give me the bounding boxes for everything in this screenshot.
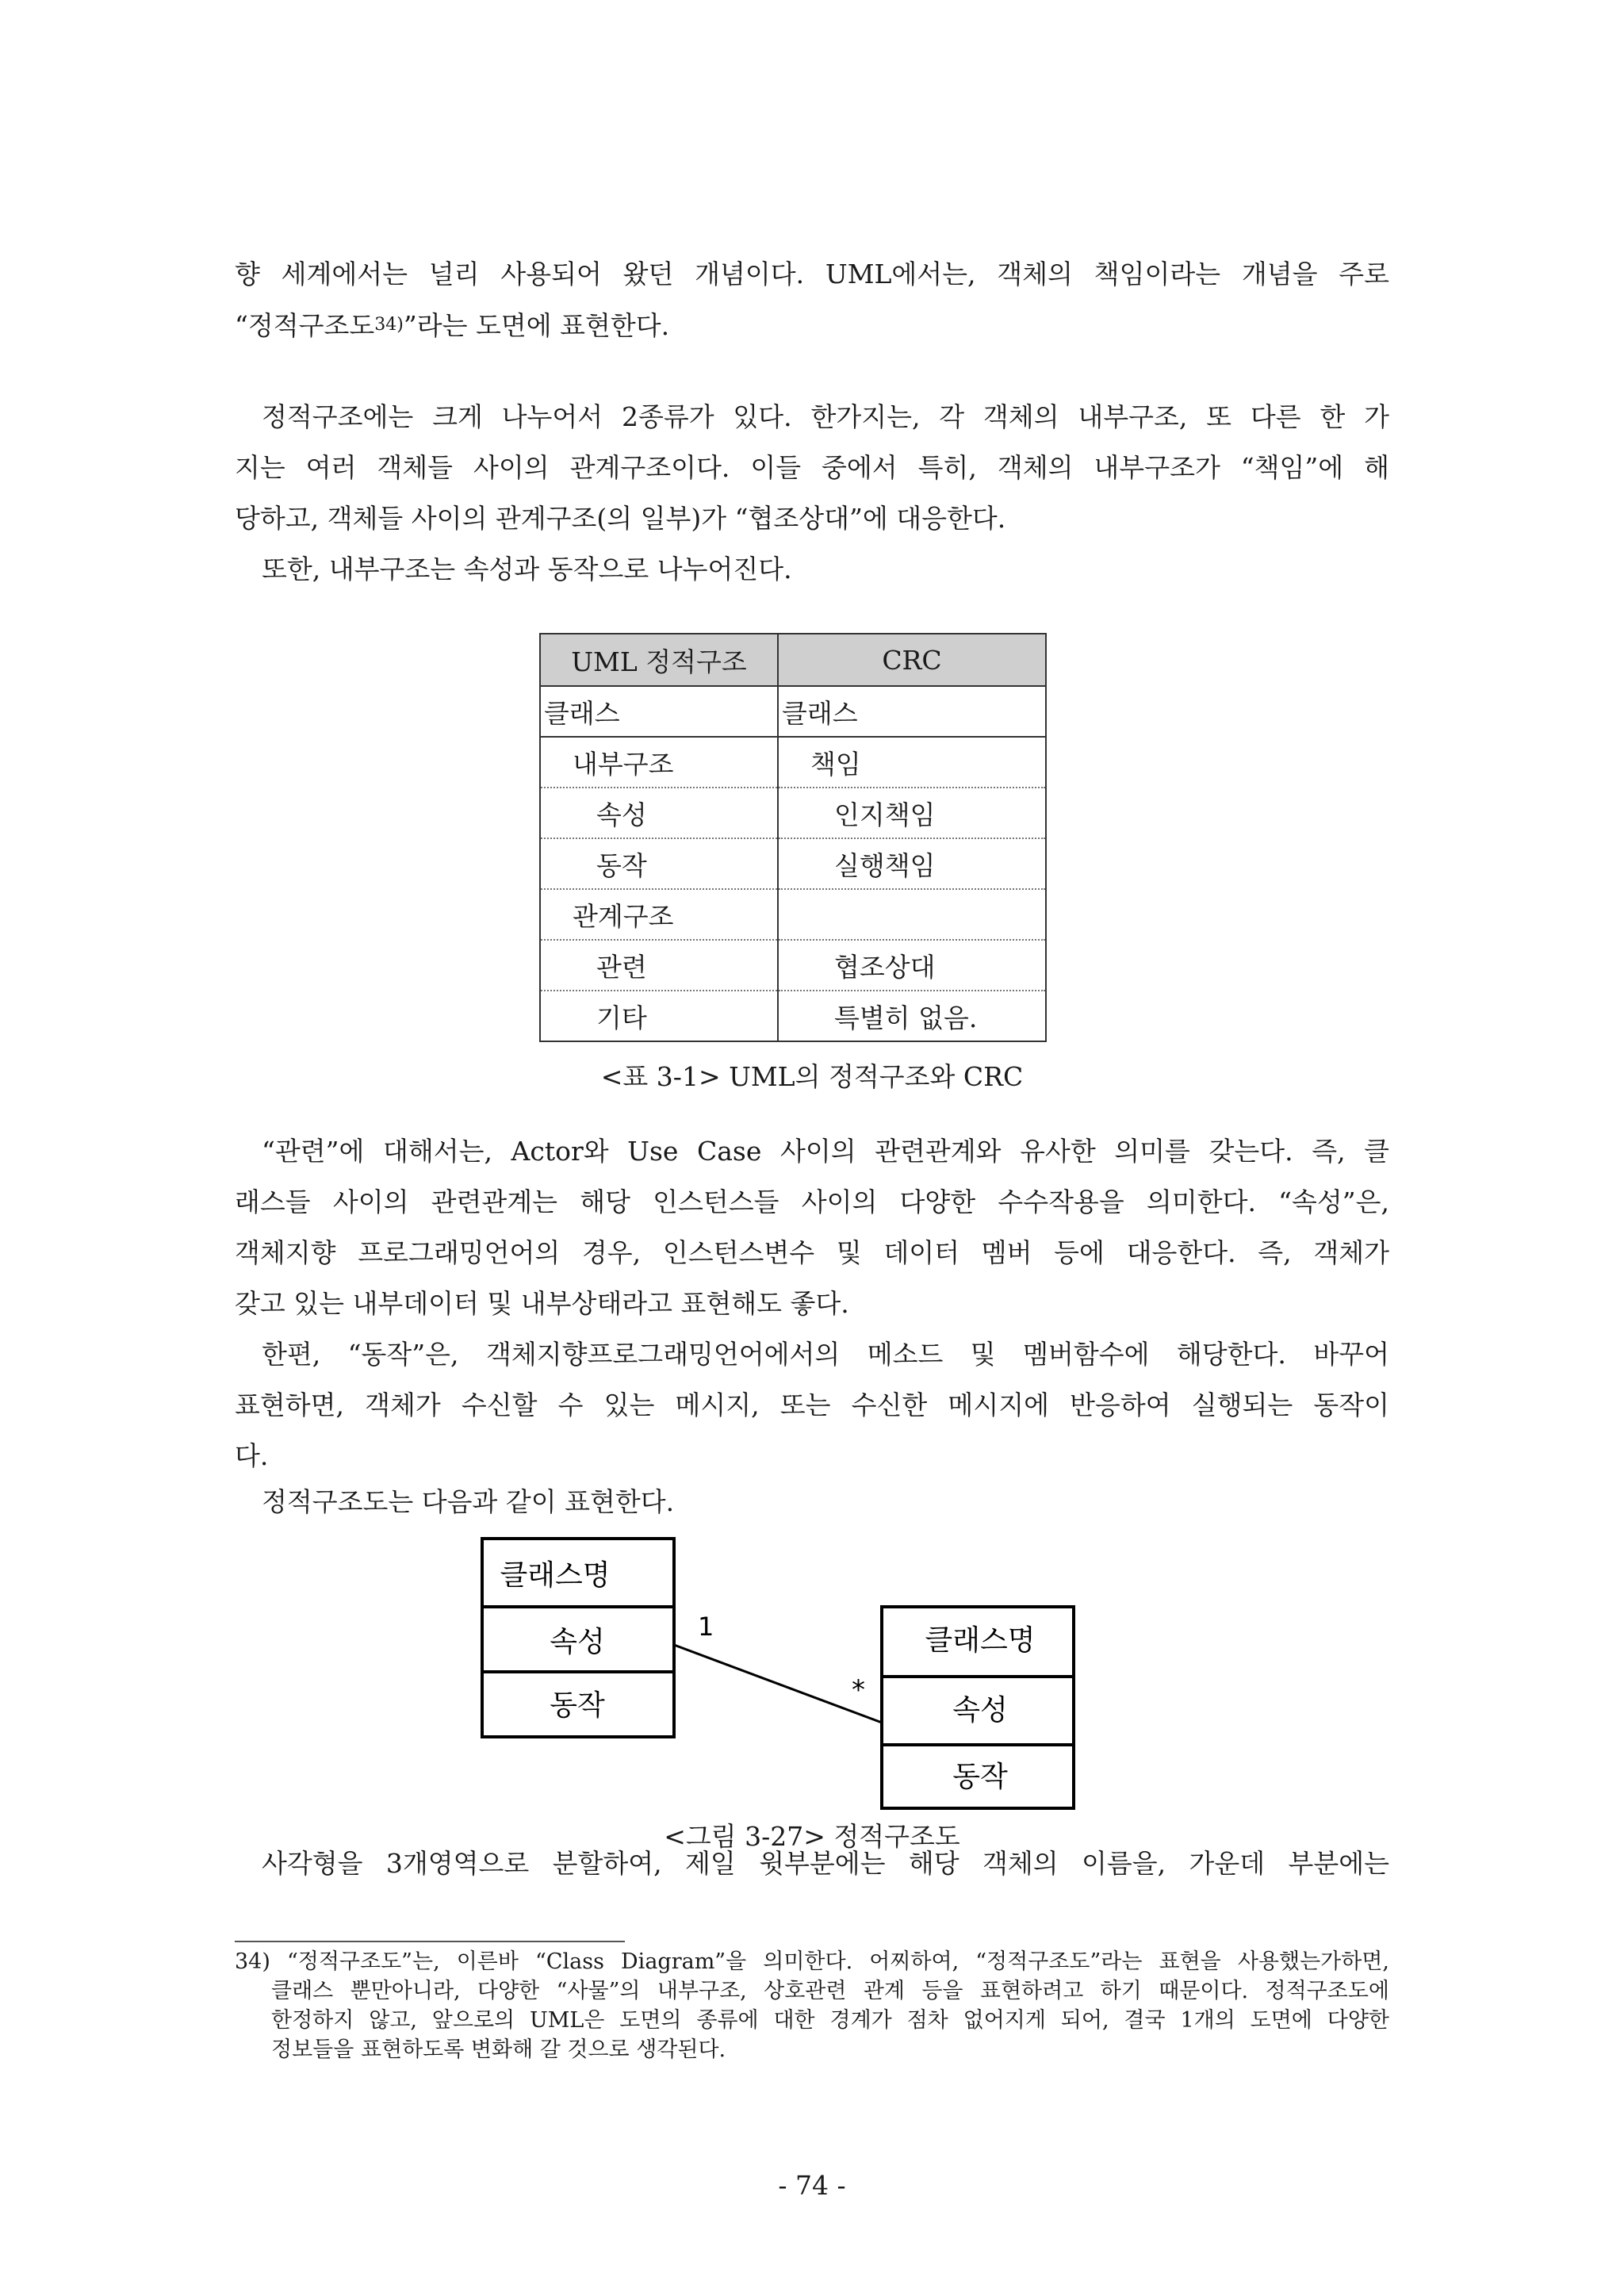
text-line: 객체지향 프로그래밍언어의 경우, 인스턴스변수 및 데이터 멤버 등에 대응한다. 즉, 객체가 xyxy=(235,1237,1389,1268)
footnote xyxy=(235,1947,1389,2064)
table-header: CRC xyxy=(778,634,1046,686)
footnote-line: 정보들을 표현하도록 변화해 갈 것으로 생각된다. xyxy=(271,2037,726,2062)
text-span: ”라는 도면에 표현한다. xyxy=(403,310,670,341)
table-cell: 책임 xyxy=(778,737,1046,788)
text-line: 향 세계에서는 널리 사용되어 왔던 개념이다. UML에서는, 객체의 책임이라는 개념을 주로 xyxy=(235,259,1389,289)
class-name-label: 클래스명 xyxy=(500,1559,611,1592)
figure-caption: <그림 3-27> 정적구조도 xyxy=(664,1821,960,1852)
text-line: 갖고 있는 내부데이터 및 내부상태라고 표현해도 좋다. xyxy=(235,1288,849,1319)
class-name-label: 클래스명 xyxy=(925,1624,1036,1657)
table-cell: 동작 xyxy=(540,838,778,889)
association-line xyxy=(674,1645,882,1723)
multiplicity-one: 1 xyxy=(698,1612,714,1642)
text-line: 정적구조도는 다음과 같이 표현한다. xyxy=(262,1486,675,1517)
text-line: 다. xyxy=(235,1440,269,1471)
table-cell: 인지책임 xyxy=(778,788,1046,838)
paragraph-rectangle-areas xyxy=(235,1848,1389,1880)
text-line: 지는 여러 객체들 사이의 관계구조이다. 이들 중에서 특히, 객체의 내부구조가 “책임”에 해 xyxy=(235,452,1389,483)
text-line: 사각형을 3개영역으로 분할하여, 제일 윗부분에는 해당 객체의 이름을, 가운데 부분에는 xyxy=(262,1848,1389,1879)
table-cell: 속성 xyxy=(540,788,778,838)
table-cell: 내부구조 xyxy=(540,737,778,788)
table-cell: 특별히 없음. xyxy=(778,991,1046,1041)
table-cell: 관련 xyxy=(540,940,778,991)
footnote-ref: 34) xyxy=(374,315,404,335)
text-line: 한편, “동작”은, 객체지향프로그래밍언어에서의 메소드 및 멤버함수에 해당한다. 바꾸어 xyxy=(262,1339,1389,1370)
text-line: 표현하면, 객체가 수신할 수 있는 메시지, 또는 수신한 메시지에 반응하여 실행되는 동작이 xyxy=(235,1389,1389,1420)
table-header: UML 정적구조 xyxy=(540,634,778,686)
class-attribute-label: 속성 xyxy=(550,1626,605,1658)
text-line: 정적구조에는 크게 나누어서 2종류가 있다. 한가지는, 각 객체의 내부구조, 또 다른 한 가 xyxy=(262,401,1389,432)
table-cell: 관계구조 xyxy=(540,889,778,940)
text-line: 또한, 내부구조는 속성과 동작으로 나누어진다. xyxy=(262,554,792,585)
text-line: 당하고, 객체들 사이의 관계구조(의 일부)가 “협조상대”에 대응한다. xyxy=(235,503,1006,534)
table-cell: 실행책임 xyxy=(778,838,1046,889)
footnote-rule xyxy=(235,1941,625,1942)
table-cell: 기타 xyxy=(540,991,778,1041)
class-operation-label: 동작 xyxy=(952,1761,1008,1793)
page-number: - 74 - xyxy=(778,2170,846,2201)
text-line: “관련”에 대해서는, Actor와 Use Case 사이의 관련관계와 유사한 의미를 갖는다. 즉, 클 xyxy=(262,1136,1389,1167)
class-operation-label: 동작 xyxy=(550,1689,605,1722)
table-caption: <표 3-1> UML의 정적구조와 CRC xyxy=(600,1061,1024,1092)
footnote-line: 클래스 뿐만아니라, 다양한 “사물”의 내부구조, 상호관련 관계 등을 표현하려고 하기 때문이다. 정적구조도에 xyxy=(271,1979,1389,2003)
table-cell: 협조상대 xyxy=(778,940,1046,991)
class-attribute-label: 속성 xyxy=(952,1694,1008,1727)
text-line: 래스들 사이의 관련관계는 해당 인스턴스들 사이의 다양한 수수작용을 의미한다. “속성”은, xyxy=(235,1186,1389,1217)
table-cell: 클래스 xyxy=(778,686,1046,737)
multiplicity-many: * xyxy=(852,1674,865,1706)
right-class-box xyxy=(882,1607,1074,1808)
text-span: “정적구조도 xyxy=(235,310,375,341)
footnote-line: 한정하지 않고, 앞으로의 UML은 도면의 종류에 대한 경계가 점차 없어지게 되어, 결국 1개의 도면에 다양한 xyxy=(271,2008,1389,2033)
left-class-box xyxy=(482,1539,674,1737)
footnote-line: 34) “정적구조도”는, 이른바 “Class Diagram”을 의미한다. 어찌하여, “정적구조도”라는 표현을 사용했는가하면, xyxy=(235,1949,1389,1974)
table-cell: 클래스 xyxy=(540,686,778,737)
